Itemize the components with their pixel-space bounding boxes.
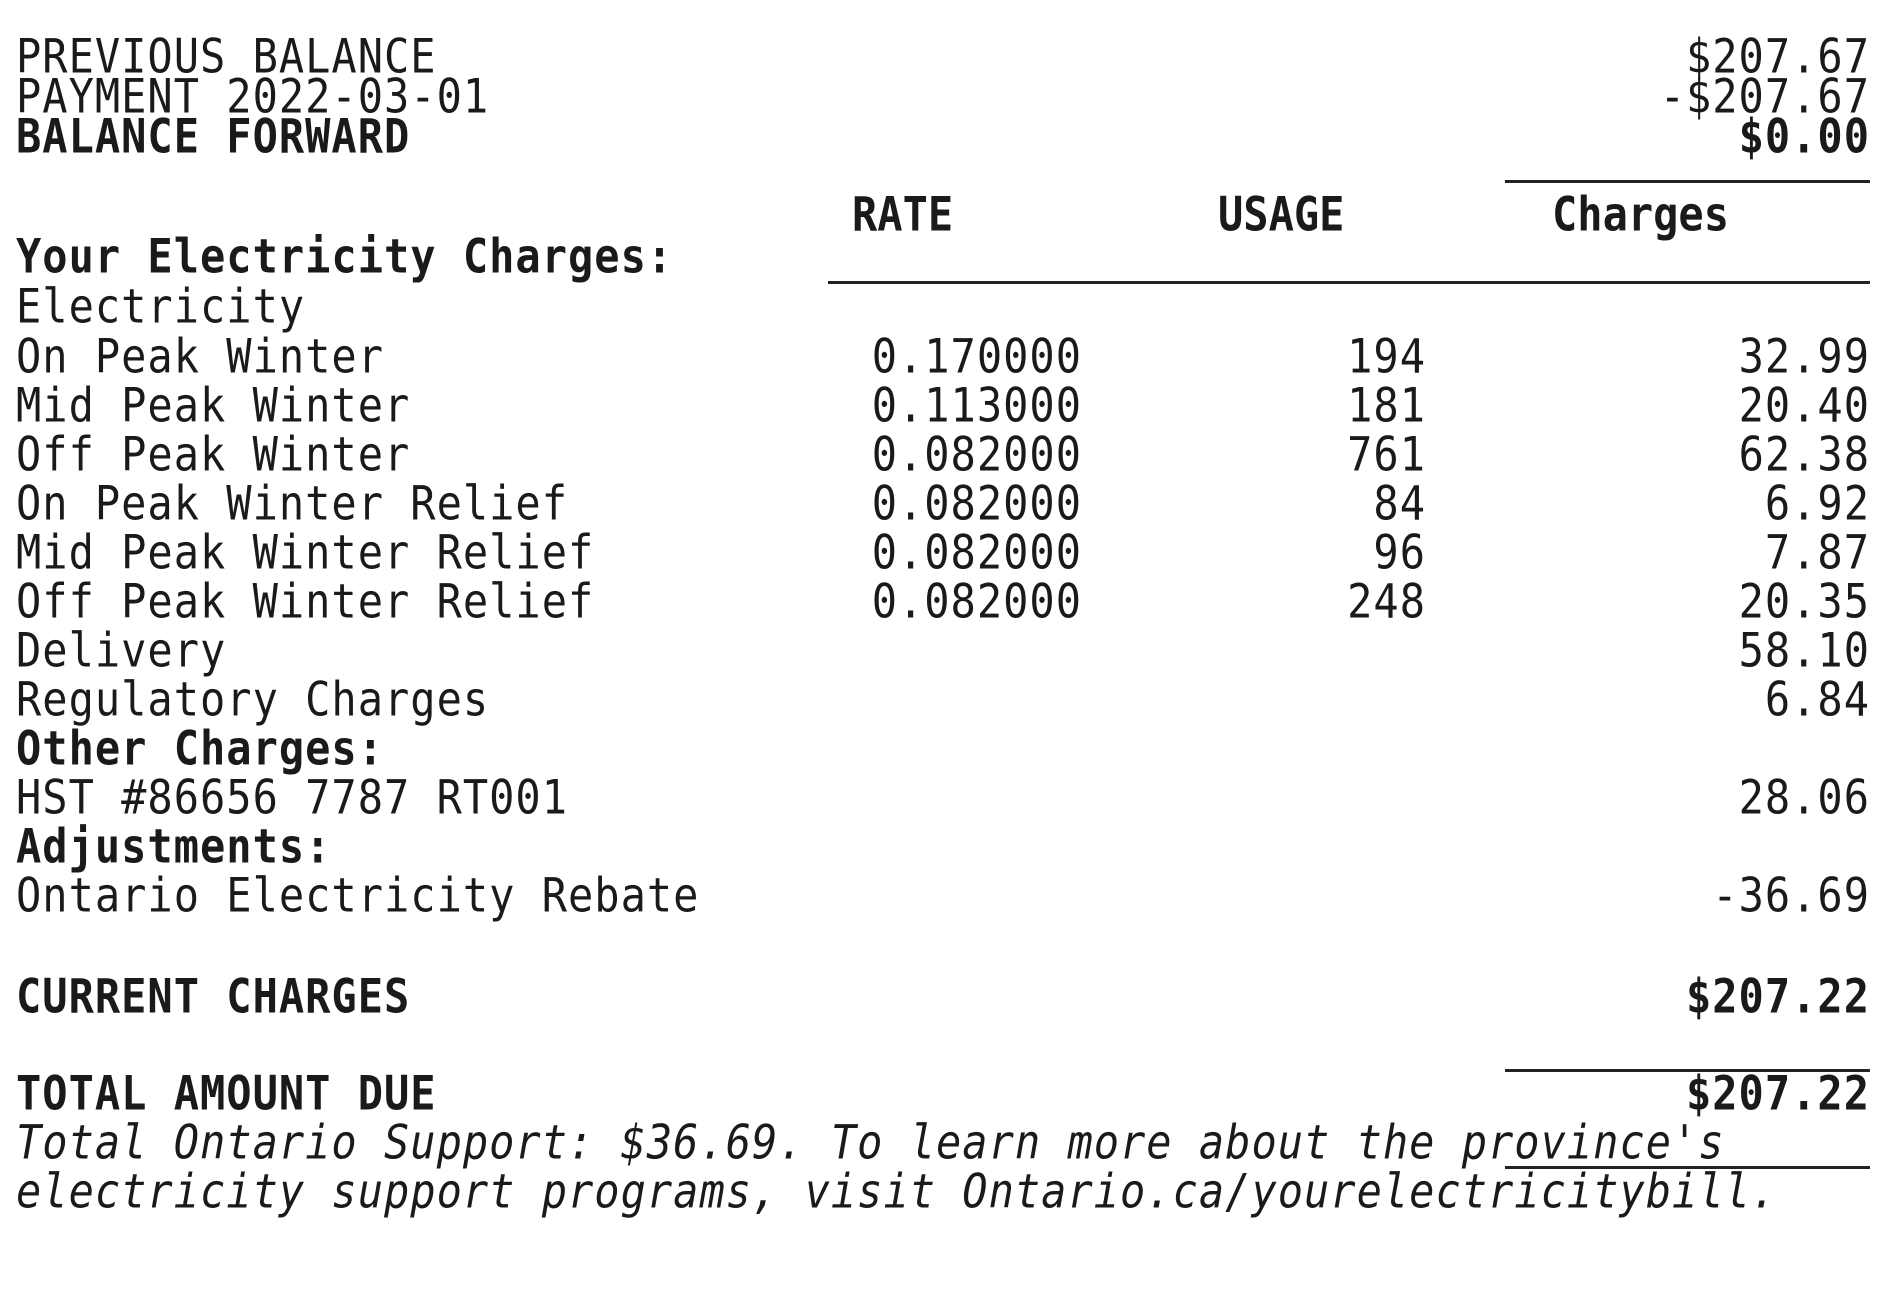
line-usage: 248 <box>1347 573 1426 629</box>
line-charge: 20.40 <box>1738 377 1870 433</box>
line-usage: 181 <box>1347 377 1426 433</box>
line-rate: 0.082000 <box>871 426 1082 482</box>
line-charge: 6.92 <box>1764 475 1870 531</box>
line-label: On Peak Winter <box>16 328 385 384</box>
charges-column-header: Charges <box>1552 186 1730 242</box>
current-charges-amount: $207.22 <box>1685 968 1870 1024</box>
line-rate: 0.170000 <box>871 328 1082 384</box>
line-charge: 7.87 <box>1764 524 1870 580</box>
line-rate: 0.082000 <box>871 475 1082 531</box>
rebate-label: Ontario Electricity Rebate <box>16 867 700 923</box>
rebate-amount: -36.69 <box>1712 867 1870 923</box>
line-label: Mid Peak Winter <box>16 377 411 433</box>
other-charges-heading: Other Charges: <box>16 720 385 776</box>
previous-balance-amount: $207.67 <box>1685 28 1870 84</box>
line-label: Off Peak Winter <box>16 426 411 482</box>
hst-label: HST #86656 7787 RT001 <box>16 769 569 825</box>
line-charge: 62.38 <box>1738 426 1870 482</box>
payment-label: PAYMENT 2022-03-01 <box>16 68 490 124</box>
line-usage: 84 <box>1373 475 1426 531</box>
line-charge: 6.84 <box>1764 671 1870 727</box>
payment-amount: -$207.67 <box>1659 68 1870 124</box>
line-label: Off Peak Winter Relief <box>16 573 595 629</box>
total-amount-due-label: TOTAL AMOUNT DUE <box>16 1065 437 1121</box>
rate-column-header: RATE <box>852 186 954 242</box>
line-usage: 761 <box>1347 426 1426 482</box>
line-charge: 20.35 <box>1738 573 1870 629</box>
electricity-charges-heading: Your Electricity Charges: <box>16 228 674 284</box>
column-header-underline <box>828 281 1870 284</box>
line-usage: 194 <box>1347 328 1426 384</box>
adjustments-heading: Adjustments: <box>16 818 332 874</box>
line-rate: 0.113000 <box>871 377 1082 433</box>
support-note-line2: electricity support programs, visit Ontario.ca/yourelectricitybill. <box>16 1163 1778 1219</box>
hst-amount: 28.06 <box>1738 769 1870 825</box>
current-charges-label: CURRENT CHARGES <box>16 968 411 1024</box>
electricity-subheading: Electricity <box>16 278 306 334</box>
previous-balance-label: PREVIOUS BALANCE <box>16 28 437 84</box>
line-charge: 58.10 <box>1738 622 1870 678</box>
line-label: Delivery <box>16 622 227 678</box>
line-label: On Peak Winter Relief <box>16 475 569 531</box>
support-note-line1: Total Ontario Support: $36.69. To learn more about the province's <box>16 1114 1725 1170</box>
line-usage: 96 <box>1373 524 1426 580</box>
balance-forward-underline <box>1505 180 1870 183</box>
usage-column-header: USAGE <box>1218 186 1345 242</box>
line-label: Regulatory Charges <box>16 671 490 727</box>
total-amount-due-amount: $207.22 <box>1685 1065 1870 1121</box>
line-label: Mid Peak Winter Relief <box>16 524 595 580</box>
balance-forward-amount: $0.00 <box>1738 108 1870 164</box>
line-charge: 32.99 <box>1738 328 1870 384</box>
balance-forward-label: BALANCE FORWARD <box>16 108 411 164</box>
line-rate: 0.082000 <box>871 524 1082 580</box>
line-rate: 0.082000 <box>871 573 1082 629</box>
